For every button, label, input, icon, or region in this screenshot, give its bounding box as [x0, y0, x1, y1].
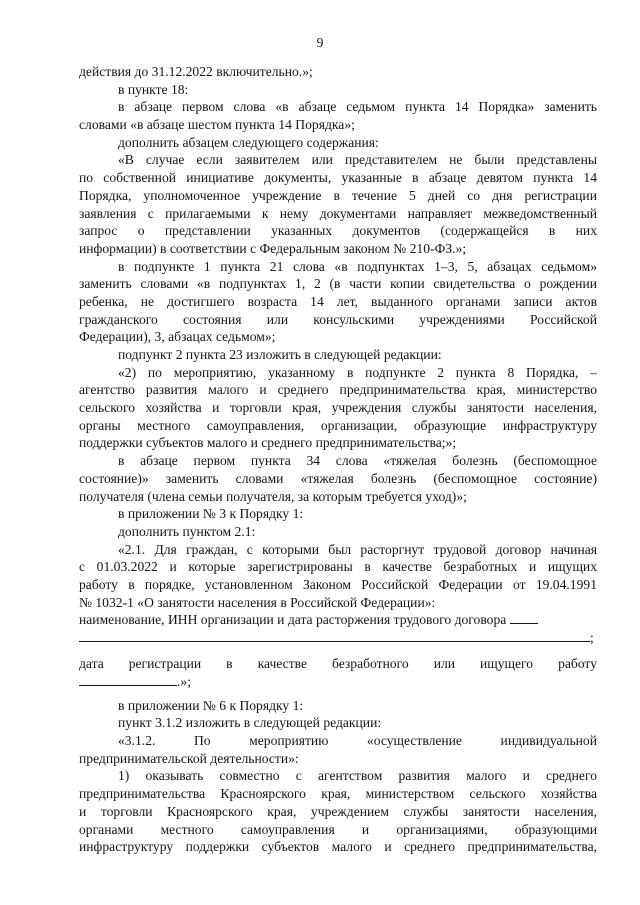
- text-line: запрос о представлении указанных документов (содержащейся в них: [79, 223, 597, 239]
- text-line: предпринимательства Красноярского края, министерством сельского хозяйства: [79, 786, 597, 802]
- blank-underline: [510, 612, 538, 624]
- text-line: Федерации), 3, абзацах седьмом»;: [79, 329, 276, 345]
- text-line: предпринимательской деятельности»:: [79, 750, 299, 766]
- text-line: дата регистрации в качестве безработного или ищущего работу: [79, 656, 597, 671]
- text-line: в абзаце первом слова «в абзаце седьмом пункта 14 Порядка» заменить: [118, 99, 597, 115]
- text-line: с 01.03.2022 и которые зарегистрированы в качестве безработных и ищущих: [79, 559, 597, 575]
- text-line: действия до 31.12.2022 включительно.»;: [79, 64, 313, 79]
- text-line: в приложении № 3 к Порядку 1:: [118, 506, 304, 522]
- text-line: в пункте 18:: [118, 81, 189, 97]
- text-line: гражданского состояния или консульскими учреждениями Российской: [79, 311, 597, 327]
- text-line: «2.1. Для граждан, с которыми был расторгнут трудовой договор начиная: [118, 541, 597, 557]
- text-line: ребенка, не достигшего возраста 14 лет, выданного органами записи актов: [79, 293, 597, 309]
- text-line: информации) в соответствии с Федеральным законом № 210-ФЗ.»;: [79, 240, 467, 256]
- text-line: по собственной инициативе документы, указанные в абзаце девятом пункта 14: [79, 170, 597, 186]
- form-field-line: [79, 673, 597, 697]
- form-field-label: наименование, ИНН организации и дата расторжения трудового договора: [79, 612, 507, 628]
- text-line: пункт 3.1.2 изложить в следующей редакции:: [118, 715, 382, 731]
- text-line: в подпункте 1 пункта 21 слова «в подпунктах 1–3, 5, абзацах седьмом»: [118, 258, 597, 274]
- text-line: «2) по мероприятию, указанному в подпункте 2 пункта 8 Порядка, –: [118, 364, 597, 380]
- text-line: словами «в абзаце шестом пункта 14 Порядка»;: [79, 117, 355, 133]
- blank-underline: [79, 674, 177, 686]
- form-field-line: [79, 629, 597, 655]
- text-line: заменить словами «в подпунктах 1, 2 (в части копии свидетельства о рождении: [79, 276, 597, 292]
- text-line: «3.1.2. По мероприятию «осуществление индивидуальной: [118, 733, 597, 749]
- text-line: Порядка, уполномоченное учреждение в течение 5 дней со дня регистрации: [79, 187, 597, 203]
- page-number: 9: [316, 35, 324, 50]
- text-line: состояние)» заменить словами «тяжелая болезнь (беспомощное состояние): [79, 470, 597, 486]
- text-line: сельского хозяйства и торговли края, учреждения службы занятости населения,: [79, 400, 597, 416]
- form-field-terminator: ;: [590, 630, 594, 645]
- text-line: № 1032-1 «О занятости населения в Российской Федерации»:: [79, 594, 436, 610]
- text-line: в приложении № 6 к Порядку 1:: [118, 697, 304, 713]
- text-line: дополнить пунктом 2.1:: [118, 523, 256, 539]
- text-line: работу в порядке, установленном Законом Российской Федерации от 19.04.1991: [79, 576, 597, 592]
- form-field-terminator: .»;: [177, 673, 191, 689]
- text-line: органы местного самоуправления, организации, образующие инфраструктуру: [79, 417, 597, 433]
- text-line: заявления с прилагаемыми к нему документами направляет межведомственный: [79, 205, 597, 221]
- text-line: получателя (члена семьи получателя, за которым требуется уход)»;: [79, 488, 467, 504]
- text-line: и торговли Красноярского края, учреждением службы занятости населения,: [79, 803, 597, 819]
- text-line: агентство развития малого и среднего предпринимательства края, министерство: [79, 382, 597, 398]
- text-line: подпункт 2 пункта 23 изложить в следующей редакции:: [118, 347, 442, 362]
- text-line: в абзаце первом пункта 34 слова «тяжелая болезнь (беспомощное: [118, 453, 597, 469]
- blank-underline: [79, 630, 590, 642]
- text-line: «В случае если заявителем или представителем не были представлены: [118, 152, 597, 168]
- form-field-line: [79, 611, 597, 629]
- text-line: дополнить абзацем следующего содержания:: [118, 134, 379, 150]
- text-line: инфраструктуру поддержки субъектов малого и среднего предпринимательства,: [79, 839, 597, 855]
- document-body: [79, 63, 597, 856]
- text-line: поддержки субъектов малого и среднего предпринимательства;»;: [79, 435, 457, 451]
- text-line: органами местного самоуправления и организациями, образующими: [79, 821, 597, 837]
- text-line: 1) оказывать совместно с агентством развития малого и среднего: [118, 768, 597, 784]
